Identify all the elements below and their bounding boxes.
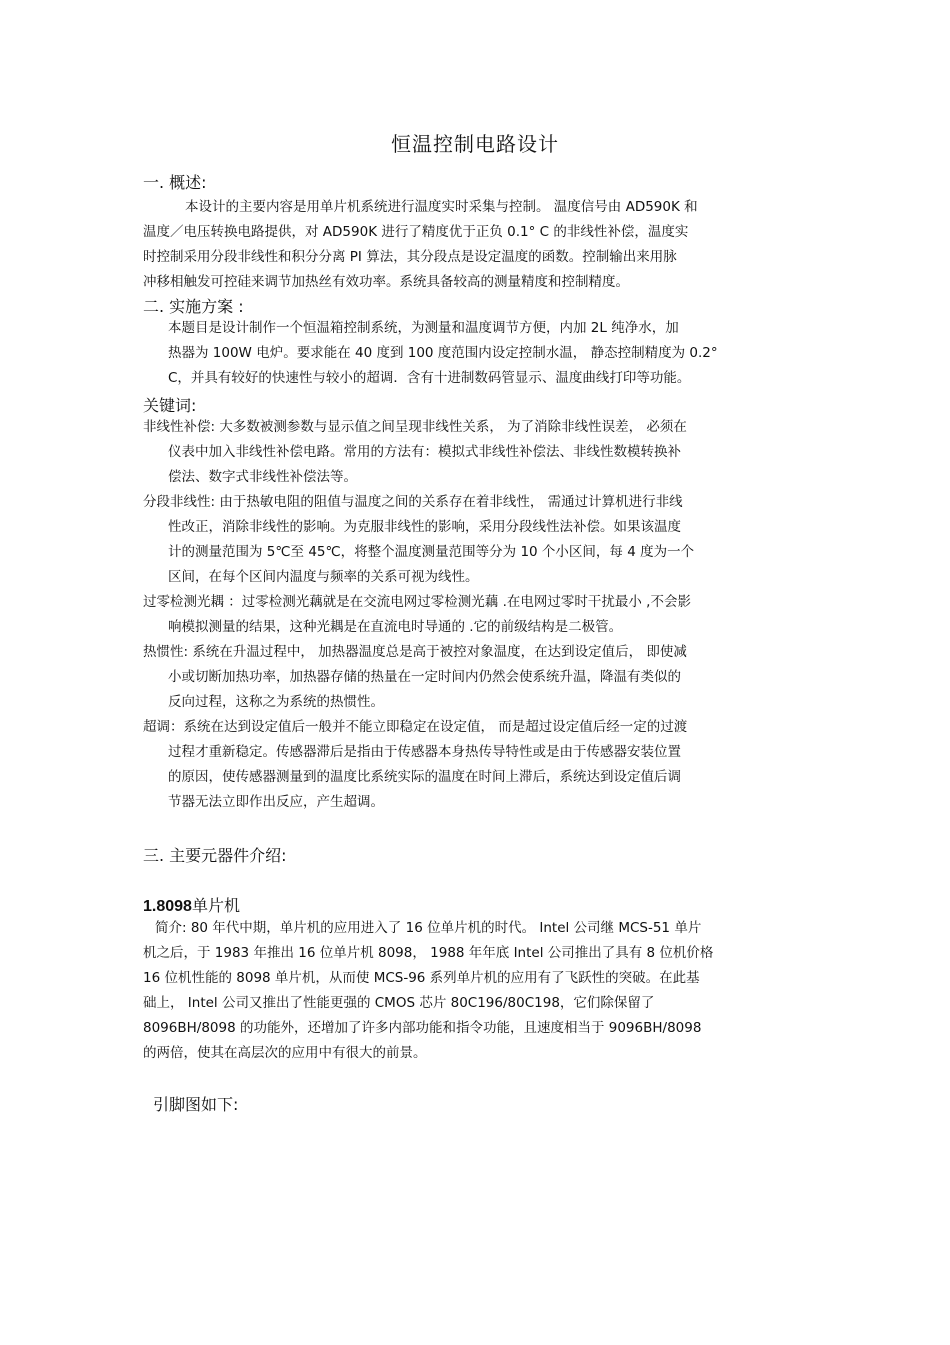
paragraph-line: 的两倍，使其在高层次的应用中有很大的前景。 [143,1045,427,1061]
chip-heading-text: 单片机 [191,896,240,915]
section-2-heading: 二. 实施方案 : [143,297,244,316]
keyword-line: 非线性补偿: 大多数被测参数与显示值之间呈现非线性关系， 为了消除非线性误差， 必须在 [143,419,687,435]
section-3-heading: 三. 主要元器件介绍: [143,846,287,865]
keyword-line: 计的测量范围为 5℃至 45℃，将整个温度测量范围等分为 10 个小区间，每 4 度为一个 [168,544,695,560]
keyword-line: 过零检测光耦 ：过零检测光藕就是在交流电网过零检测光藕 .在电网过零时干扰最小 ,不会影 [143,594,691,610]
section-1-heading: 一. 概述: [143,173,207,192]
keyword-line: 性改正，消除非线性的影响。为克服非线性的影响，采用分段线性法补偿。如果该温度 [168,519,681,535]
keyword-item-piecewise-nonlinear [143,490,694,590]
paragraph-line: 简介: 80 年代中期，单片机的应用进入了 16 位单片机的时代。 Intel 公司继 MCS-51 单片 [155,920,702,936]
keyword-line: 区间，在每个区间内温度与频率的关系可视为线性。 [168,569,479,585]
keyword-line: 偿法、数字式非线性补偿法等。 [168,469,357,485]
keyword-item-zero-crossing-optocoupler [143,590,691,640]
paragraph-line: 础上， Intel 公司又推出了性能更强的 CMOS 芯片 80C196/80C198，它们除保留了 [143,995,655,1011]
keyword-line: 节器无法立即作出反应，产生超调。 [168,794,384,810]
paragraph-line: 温度／电压转换电路提供，对 AD590K 进行了精度优于正负 0.1° C 的非线性补偿，温度实 [143,224,689,240]
paragraph-line: 本题目是设计制作一个恒温箱控制系统，为测量和温度调节方便，内加 2L 纯净水，加 [168,320,679,336]
pin-diagram-label: 引脚图如下: [153,1095,239,1114]
keyword-line: 小或切断加热功率，加热器存储的热量在一定时间内仍然会使系统升温，降温有类似的 [168,669,681,685]
document-title: 恒温控制电路设计 [391,132,559,156]
paragraph-line: 时控制采用分段非线性和积分分离 PI 算法，其分段点是设定温度的函数。控制输出来用脉 [143,249,677,265]
paragraph-line: 热器为 100W 电炉。要求能在 40 度到 100 度范围内设定控制水温， 静态控制精度为 0.2° [168,345,718,361]
keyword-line: 分段非线性: 由于热敏电阻的阻值与温度之间的关系存在着非线性， 需通过计算机进行非线 [143,494,683,510]
keyword-item-overshoot [143,715,687,815]
keywords-heading: 关键词: [143,396,197,415]
keyword-line: 的原因，使传感器测量到的温度比系统实际的温度在时间上滞后，系统达到设定值后调 [168,769,681,785]
keyword-line: 过程才重新稳定。传感器滞后是指由于传感器本身热传导特性或是由于传感器安装位置 [168,744,681,760]
paragraph-line: 8096BH/8098 的功能外，还增加了许多内部功能和指令功能，且速度相当于 9096BH/8098 [143,1020,702,1036]
keyword-line: 热惯性: 系统在升温过程中， 加热器温度总是高于被控对象温度，在达到设定值后， 即使减 [143,644,687,660]
paragraph-line: 冲移相触发可控硅来调节加热丝有效功率。系统具备较高的测量精度和控制精度。 [143,274,629,290]
keyword-line: 超调：系统在达到设定值后一般并不能立即稳定在设定值， 而是超过设定值后经一定的过渡 [143,719,688,735]
chip-heading [143,893,240,916]
section-2-body [168,316,718,391]
keyword-line: 反向过程，这称之为系统的热惯性。 [168,694,384,710]
keyword-item-nonlinear-compensation [143,415,687,490]
keyword-line: 仪表中加入非线性补偿电路。常用的方法有：模拟式非线性补偿法、非线性数模转换补 [168,444,681,460]
keyword-item-thermal-inertia [143,640,687,715]
paragraph-line: 16 位机性能的 8098 单片机，从而使 MCS-96 系列单片机的应用有了飞跃性的突破。在此基 [143,970,700,986]
chip-heading-number: 1.8098 [143,898,192,915]
section-1-body [143,195,698,295]
chip-intro-body [143,916,713,1066]
paragraph-line: 机之后，于 1983 年推出 16 位单片机 8098， 1988 年年底 Intel 公司推出了具有 8 位机价格 [143,945,714,961]
paragraph-line: C，并具有较好的快速性与较小的超调．含有十进制数码管显示、温度曲线打印等功能。 [168,370,691,386]
keyword-line: 响模拟测量的结果，这种光耦是在直流电时导通的 .它的前级结构是二极管。 [168,619,623,635]
paragraph-line: 本设计的主要内容是用单片机系统进行温度实时采集与控制。 温度信号由 AD590K 和 [185,199,698,215]
